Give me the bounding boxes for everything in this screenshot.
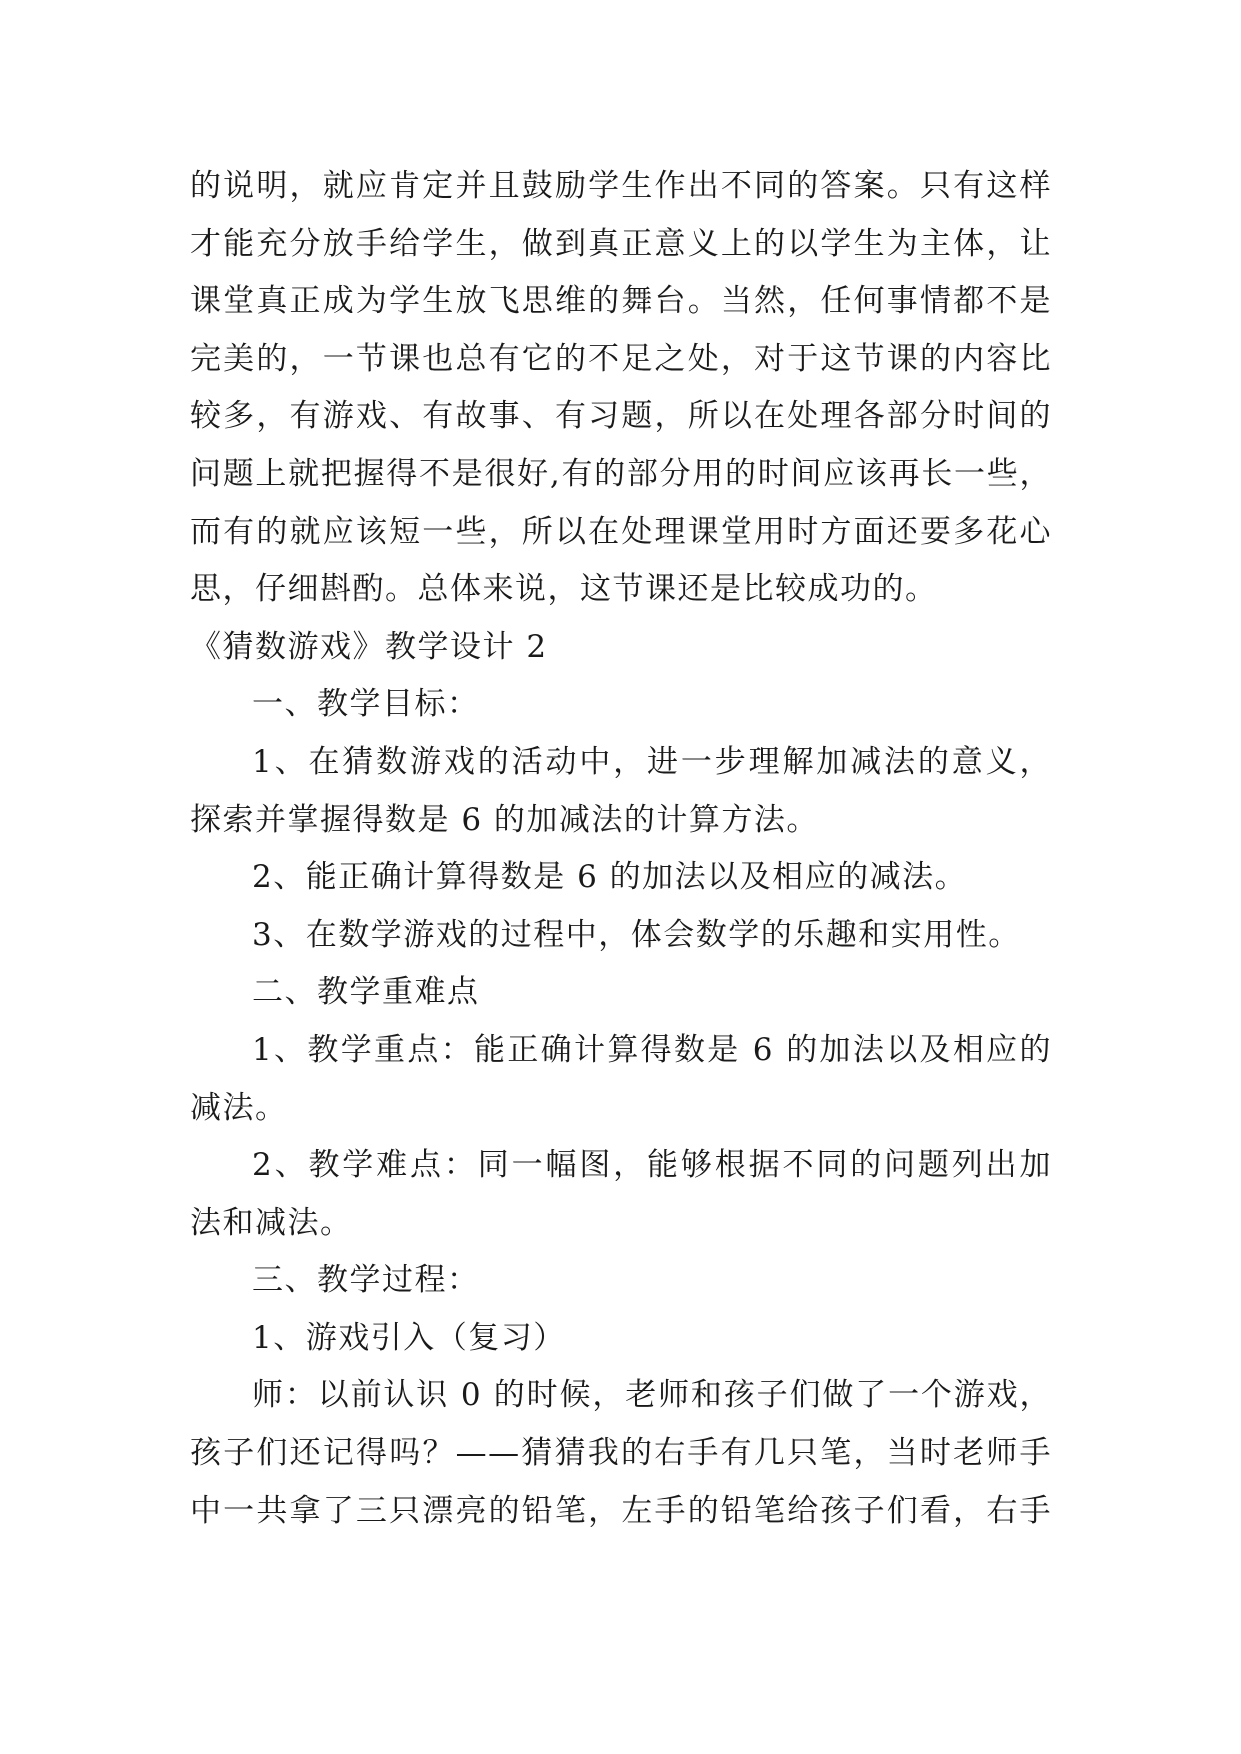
text-line: 而有的就应该短一些，所以在处理课堂用时方面还要多花心 bbox=[190, 513, 1052, 550]
text-line: 思，仔细斟酌。总体来说，这节课还是比较成功的。 bbox=[190, 571, 938, 608]
section-heading: 《猜数游戏》教学设计 2 bbox=[190, 628, 548, 665]
text-line: 中一共拿了三只漂亮的铅笔，左手的铅笔给孩子们看，右手 bbox=[190, 1492, 1052, 1529]
list-item: 1、游戏引入（复习） bbox=[252, 1319, 566, 1356]
text-line: 较多，有游戏、有故事、有习题，所以在处理各部分时间的 bbox=[190, 398, 1052, 435]
list-item: 1、教学重点：能正确计算得数是 6 的加法以及相应的 bbox=[252, 1031, 1052, 1068]
text-line: 问题上就把握得不是很好,有的部分用的时间应该再长一些， bbox=[190, 455, 1052, 492]
text-line: 的说明，就应肯定并且鼓励学生作出不同的答案。只有这样 bbox=[190, 168, 1052, 204]
text-line: 孩子们还记得吗？——猜猜我的右手有几只笔，当时老师手 bbox=[190, 1435, 1052, 1472]
text-line: 法和减法。 bbox=[190, 1204, 353, 1241]
subheading-key-points: 二、教学重难点 bbox=[252, 974, 480, 1011]
text-line: 完美的，一节课也总有它的不足之处，对于这节课的内容比 bbox=[190, 340, 1052, 377]
subheading-objectives: 一、教学目标： bbox=[252, 686, 480, 723]
text-line: 减法。 bbox=[190, 1089, 288, 1126]
list-item: 3、在数学游戏的过程中，体会数学的乐趣和实用性。 bbox=[252, 916, 1021, 953]
text-line: 课堂真正成为学生放飞思维的舞台。当然，任何事情都不是 bbox=[190, 283, 1052, 320]
list-item: 2、能正确计算得数是 6 的加法以及相应的减法。 bbox=[252, 859, 968, 896]
text-line: 才能充分放手给学生，做到真正意义上的以学生为主体，让 bbox=[190, 225, 1052, 262]
subheading-process: 三、教学过程： bbox=[252, 1262, 480, 1299]
document-body bbox=[190, 158, 1052, 1540]
list-item: 1、在猜数游戏的活动中，进一步理解加减法的意义， bbox=[252, 743, 1052, 780]
text-line: 师：以前认识 0 的时候，老师和孩子们做了一个游戏， bbox=[252, 1377, 1052, 1414]
list-item: 2、教学难点：同一幅图，能够根据不同的问题列出加 bbox=[252, 1147, 1052, 1184]
text-line: 探索并掌握得数是 6 的加减法的计算方法。 bbox=[190, 801, 819, 838]
